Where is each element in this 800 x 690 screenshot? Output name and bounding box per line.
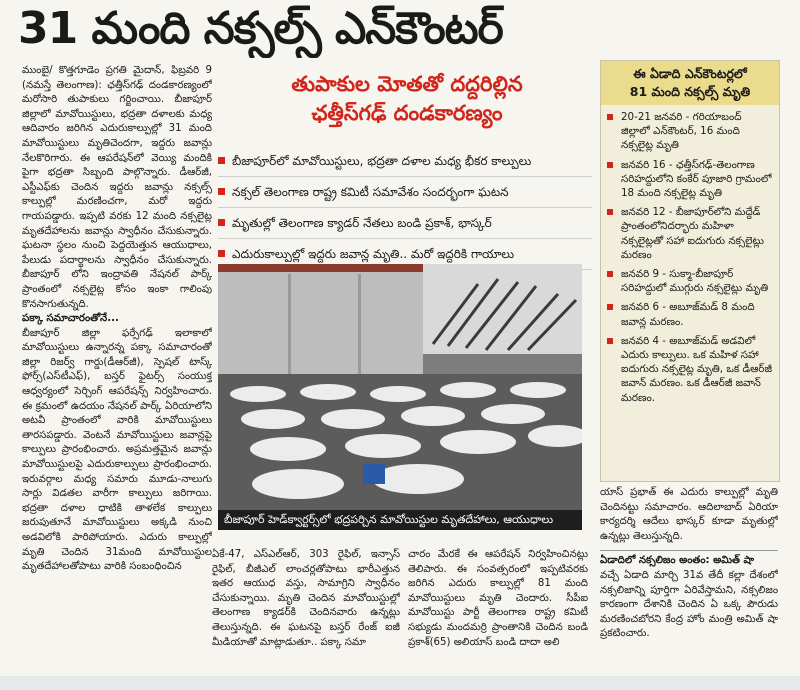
col1-paragraph: ముంబై/ కొత్తగూడెం ప్రగతి మైదాన్, ఫిబ్రవరి 9 (నమస్తే తెలంగాణ): ఛత్తీస్‌గఢ్ దండకారణ్యంలో మరోసారి తుపాకులు గర్జించాయి. బీజాపూర్ జిల్లాలో మావోయిస్టులు, భద్రతా దళాలకు మధ్య ఆదివారం జరిగిన ఎదురుకాల్పుల్లో 31 మంది మావోయిస్టులు మృతిచెందగా, ఇద్దరు జవాన్లు నేలకొరిగారు. ఈ ఆపరేషన్‌లో వెయ్యి మందికి పైగా భద్రతా సిబ్బంది పాల్గొన్నారు. డీఆర్‌జీ, ఎస్టీఎఫ్‌కు చెందిన ఇద్దరు జవాన్లు నక్సల్స్ కాల్పుల్లో మరణించగా, మరో ఇద్దరు గాయపడ్డారు. ఇప్పటి వరకు 12 మంది నక్సలైట్ల మృతదేహాలను జవాన్లు స్వాధీనం చేసుకున్నారు. ఘటనా స్థలం నుంచి పెద్దయెత్తున ఆయుధాలు, పేలుడు పదార్థాలను స్వాధీనం చేసుకున్నారు. బీజాపూర్ లోని ఇంద్రావతి నేషనల్ పార్క్ ప్రాంతంలో నక్సలైట్ల కోసం ఇంకా గాలింపు కొనసాగుతున్నది.: [22, 65, 212, 310]
center-column-a: ఏకే-47, ఎస్ఎల్ఆర్, 303 రైఫిల్, ఇన్సాస్ రైఫిల్, బీజీఎల్ లాంచర్లతోపాటు భారీఎత్తున ఇతర ఆయుధ వస్తు, సామాగ్రిని స్వాధీనం చేసుకున్నాయి. మృతి చెందిన మావోయిస్టుల్లో తెలంగాణ క్యాడర్‌కి చెందినవారు ఉన్నట్లు తెలుస్తున్నది. ఈ ఘటనపై బస్తర్ రేంజ్ ఐజీ మీడియాతో మాట్లాడుతూ.. పక్కా సమా: [212, 549, 400, 648]
stats-box-title-line-1: ఈ ఏడాది ఎన్‌కౌంటర్లలో: [633, 66, 747, 81]
timeline-item: జనవరి 9 - సుక్మా-బీజాపూర్ సరిహద్దులో ముగ్గురు నక్సలైట్లు మృతి: [607, 267, 773, 295]
encounter-timeline: [601, 110, 779, 405]
stats-box: [600, 60, 780, 482]
timeline-item: జనవరి 12 - బీజాపూర్‌లోని మద్దేడ్ ప్రాంతంలోనిదర్భారు మహిళా నక్సలైట్లతో సహా ఐదుగురు నక్సలైట్లు మరణం: [607, 205, 773, 262]
news-photo: [218, 264, 582, 510]
sub-headline: [222, 70, 592, 128]
timeline-item: జనవరి 16 - ఛత్తీస్‌గఢ్-తెలంగాణ సరిహద్దులోని కంకేర్ పూజారి గ్రామంలో 18 మంది నక్సలైట్ల మృతి: [607, 158, 773, 201]
main-headline: 31 మంది నక్సల్స్ ఎన్‌కౌంటర్: [18, 3, 503, 54]
sidebar-text: [600, 486, 778, 672]
key-point: బీజాపూర్‌లో మావోయిస్టులు, భద్రతా దళాల మధ్య భీకర కాల్పులు: [218, 146, 592, 177]
key-point: నక్సల్ తెలంగాణ రాష్ట్ర కమిటీ సమావేశం సందర్భంగా ఘటన: [218, 177, 592, 208]
key-point: ఎదురుకాల్పుల్లో ఇద్దరు జవాన్ల మృతి.. మరో ఇద్దరికి గాయాలు: [218, 239, 592, 270]
center-column-b: చారం మేరకే ఈ ఆపరేషన్ నిర్వహించినట్లు తెలిపారు. ఈ సంవత్సరంలో ఇప్పటివరకు జరిగిన ఎదురు కాల్పుల్లో 81 మంది మావోయిస్టులు మృతి చెందారు. సీపీఐ మావోయిస్టు పార్టీ తెలంగాణ రాష్ట్ర కమిటీ సభ్యుడు మందమర్రి ప్రాంతానికి చెందిన బండి ప్రకాశ్(65) అలియాస్ బండి దాదా అలి: [408, 549, 588, 648]
sidebar-subhead: ఏడాదిలో నక్సలిజం అంతం: అమిత్ షా: [600, 550, 778, 569]
timeline-item: జనవరి 4 - అబూజ్‌మడ్ అడవిలో ఎదురు కాల్పులు. ఒక మహిళ సహా ఐదుగురు నక్సలైట్ల మృతి, ఒక డీఆర్‌జీ జవాన్ మరణం. ఒక డీఆర్‌జీ జవాన్ మరణం.: [607, 334, 773, 405]
photo-caption: బీజాపూర్ హెడ్‌క్వార్టర్స్‌లో భద్రపర్చిన మావోయిస్టుల మృతదేహాలు, ఆయుధాలు: [218, 510, 582, 530]
key-point: మృతుల్లో తెలంగాణ క్యాడర్ నేతలు బండి ప్రకాశ్, భాస్కర్: [218, 208, 592, 239]
sidebar-paragraph-2: వచ్చే ఏడాది మార్చి 31వ తేదీ కల్లా దేశంలో నక్సలిజాన్ని పూర్తిగా ఏరివేస్తామని, నక్సలిజం కారణంగా దేశానికి చెందిన ఏ ఒక్క పౌరుడు మరణించబోరని కేంద్ర హోం మంత్రి అమిత్ షా ప్రకటించారు.: [600, 569, 778, 640]
stats-box-title-line-2: 81 మంది నక్సల్స్ మృతి: [629, 84, 751, 99]
photo-illustration: [218, 264, 582, 510]
sub-headline-line-2: ఛత్తీస్‌గఢ్ దండకారణ్యం: [311, 101, 503, 125]
footer-bar: [0, 676, 800, 690]
column-1: [22, 64, 212, 676]
sidebar-paragraph-1: యాస్ ప్రభాత్ ఈ ఎదురు కాల్పుల్లో మృతి చెందినట్టు సమాచారం. ఆదిలాబాద్ ఏరియా కార్యదర్శి ఆదేలు భాస్కర్ కూడా మృతుల్లో ఉన్నట్లు తెలుస్తున్నది.: [600, 487, 778, 542]
stats-box-title: [601, 61, 779, 105]
timeline-item: జనవరి 6 - అబూజ్‌మడ్ 8 మంది జవాన్ల మరణం.: [607, 300, 773, 328]
sub-headline-line-1: తుపాకుల మోతతో దద్దరిల్లిన: [291, 72, 523, 96]
key-points-list: [218, 146, 592, 270]
col1-subhead: పక్కా సమాచారంతోనే...: [22, 313, 119, 325]
col1-paragraph-2: బీజాపూర్ జిల్లా ఫర్సేగఢ్ ఇలాకాలో మావోయిస్టులు ఉన్నారన్న పక్కా సమాచారంతో జిల్లా రిజర్వ్ గార్డు(డీఆర్‌జీ), స్పెషల్ టాస్క్ ఫోర్స్(ఎస్‌టీఎఫ్), బస్తర్ ఫైటర్స్ సంయుక్త ఆధ్వర్యంలో సెర్చింగ్ ఆపరేషన్స్ నిర్వహించారు. ఈ క్రమంలో ఉదయం నేషనల్ పార్క్ ఏరియాలోని అటవీ ప్రాంతంలో వారికి మావోయిస్టులు తారసపడ్డారు. వెంటనే మావోయిస్టులు జవాన్లపై కాల్పులు ప్రారంభించారు. అప్రమత్తమైన జవాన్లు మావోయిస్టులపై ఎదురుకాల్పులు ప్రారంభించారు. ఇరువర్గాల మధ్య సమారు మూడు-నాలుగు సార్లు విడతల వారీగా కాల్పులు జరిగాయి. భద్రతా దళాల ధాటికి తాళలేక కాల్పులు జరుపుతూనే మావోయిస్టులు అక్కడి నుంచి అడవిలోకి పారిపోయారు. ఎదురు కాల్పుల్లో మృతి చెందిన 31మంది మావోయిస్టుల మృతదేహాలతోపాటు వారికి సంబంధించిన: [22, 327, 212, 573]
timeline-item: 20-21 జనవరి - గరియాబంద్ జిల్లాలో ఎన్‌కౌంటర్, 16 మంది నక్సలైట్ల మృతి: [607, 110, 773, 153]
